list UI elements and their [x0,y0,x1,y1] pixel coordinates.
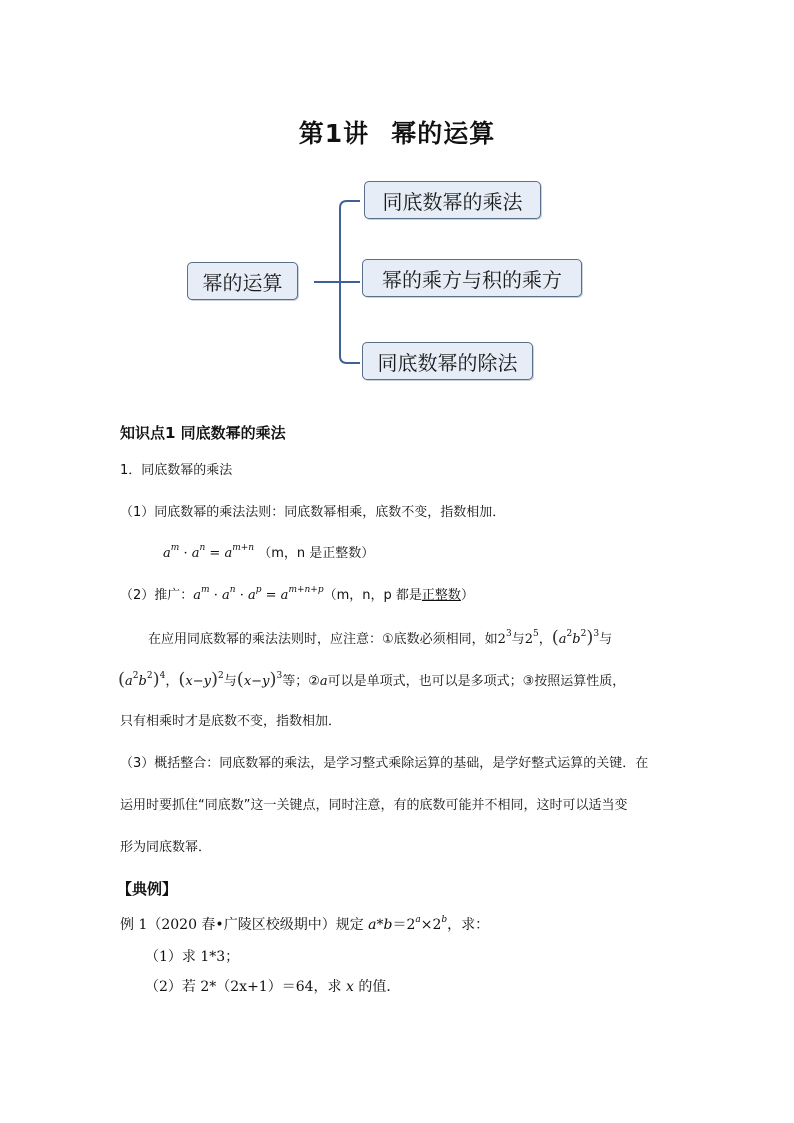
note-text: 与 [599,632,613,647]
example-stem-text: ，求： [447,917,490,933]
rule-2-note: （m，n，p 都是 [323,588,422,603]
lecture-number: 第1讲 [298,119,370,148]
item-title: 1．同底数幂的乘法 [120,463,233,478]
example-question-2-text: 的值． [358,979,401,995]
note-line-3: 只有相乘时才是底数不变，指数相加． [120,714,342,729]
note-text: 等；② [282,674,320,689]
formula-1-note: （m，n 是正整数） [258,546,375,561]
summary-line-2: 运用时要抓住“同底数”这一关键点，同时注意，有的底数可能并不相同，这时可以适当变 [120,798,628,813]
example-stem-text: 例 1（2020 春•广陵区校级期中）规定 [120,917,364,933]
note-line-2: $(a^2b^2)^4$，$(x-y)^2$与$(x-y)^3$等；②a可以是单项式，也可以是多项式；③按照运算性质， [118,669,626,690]
rule-1: （1）同底数幂的乘法法则：同底数幂相乘，底数不变，指数相加． [120,505,506,520]
concept-map-branch-division [362,342,533,380]
formula-1: $a^m \cdot a^n = a^{m+n}$ （m，n 是正整数） [163,543,375,561]
example-question-1: （1）求 1*3； [145,949,240,965]
example-question-2-text: （2）若 2*（2x+1）＝64，求 [145,979,342,995]
concept-map-root-label: 幂的运算 [202,270,283,295]
note-line-1: 在应用同底数幂的乘法法则时，应注意：①底数必须相同，如$2^3$与$2^5$，$(a^2b^2)^3$与 [148,627,613,648]
section-heading: 知识点1 同底数幂的乘法 [120,424,286,442]
note-text: ， [538,632,552,647]
example-stem: 例 1（2020 春•广陵区校级期中）规定 $a*b=2^a\times 2^b$，求： [120,915,490,933]
note-text: 在应用同底数幂的乘法法则时，应注意：①底数必须相同，如 [148,632,498,647]
concept-map-root [187,262,298,300]
concept-map-branch-multiplication [364,181,541,219]
rule-2-prefix: （2）推广： [120,588,194,603]
branch-label: 幂的乘方与积的乘方 [382,267,562,292]
rule-2: （2）推广：$a^m \cdot a^n \cdot a^p = a^{m+n+p}(m$，n，p 都是正整数） [120,585,474,603]
concept-map-branch-power [362,259,582,297]
rule-2-note-end: ） [460,588,474,603]
rule-2-note-underlined: 正整数 [421,588,461,603]
example-heading: 【典例】 [117,880,178,898]
summary-line-1: （3）概括整合：同底数幂的乘法，是学习整式乘除运算的基础，是学好整式运算的关键．在 [120,756,649,771]
note-text: ， [165,674,179,689]
example-question-2: （2）若 2*（2x+1）＝64，求 x 的值． [145,979,401,995]
note-text: 与 [511,632,525,647]
note-text: 可以是单项式，也可以是多项式；③按照运算性质， [327,674,626,689]
branch-label: 同底数幂的乘法 [382,189,523,214]
branch-label: 同底数幂的除法 [377,350,518,375]
lecture-topic: 幂的运算 [391,119,496,148]
summary-line-3: 形为同底数幂． [120,840,212,855]
note-text: 与 [223,674,237,689]
